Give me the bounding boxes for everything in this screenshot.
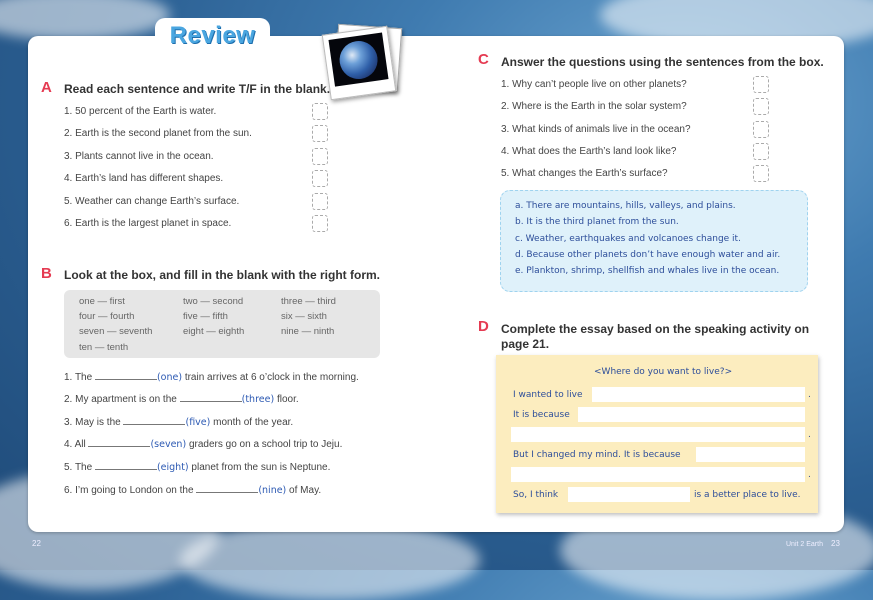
section-a-letter: A xyxy=(41,79,52,96)
answer-choice: e. Plankton, shrimp, shellfish and whales live in the ocean. xyxy=(515,266,780,276)
section-b-item: 5. The (eight) planet from the sun is Neptune. xyxy=(64,462,331,473)
section-b-item: 2. My apartment is on the (three) floor. xyxy=(64,394,299,405)
answer-choice: c. Weather, earthquakes and volcanoes change it. xyxy=(515,234,741,244)
ordinal-pair: eight — eighth xyxy=(183,326,245,337)
section-a-item: 4. Earth’s land has different shapes. xyxy=(64,173,224,184)
section-c-item: 3. What kinds of animals live in the ocean? xyxy=(501,124,691,135)
section-a-item: 2. Earth is the second planet from the sun. xyxy=(64,128,252,139)
section-a-item: 1. 50 percent of the Earth is water. xyxy=(64,106,217,117)
answer-box-a6[interactable] xyxy=(312,215,328,232)
section-a-title: Read each sentence and write T/F in the blank. xyxy=(64,82,331,96)
section-c-letter: C xyxy=(478,51,489,68)
answer-box-a2[interactable] xyxy=(312,125,328,142)
section-b-item: 4. All (seven) graders go on a school trip to Jeju. xyxy=(64,439,343,450)
page-number-right: 23 xyxy=(831,539,840,548)
essay-period: . xyxy=(808,390,811,400)
ordinal-pair: six — sixth xyxy=(281,311,327,322)
answer-box-c2[interactable] xyxy=(753,98,769,115)
fill-blank[interactable] xyxy=(88,437,150,447)
essay-line-label: So, I think xyxy=(513,490,559,500)
essay-line-label: But I changed my mind. It is because xyxy=(513,450,681,460)
section-a-item: 6. Earth is the largest planet in space. xyxy=(64,218,232,229)
section-d-title: Complete the essay based on the speaking activity on xyxy=(501,322,810,336)
section-c-item: 5. What changes the Earth’s surface? xyxy=(501,168,668,179)
section-d-title-line2: page 21. xyxy=(501,337,550,351)
ordinal-pair: ten — tenth xyxy=(79,342,129,353)
ordinal-pair: five — fifth xyxy=(183,311,228,322)
section-b-item: 6. I’m going to London on the (nine) of May. xyxy=(64,485,322,496)
answer-box-a3[interactable] xyxy=(312,148,328,165)
essay-field-reason2-cont[interactable] xyxy=(511,467,805,482)
essay-period: . xyxy=(808,470,811,480)
answer-box-c3[interactable] xyxy=(753,121,769,138)
answer-box-c5[interactable] xyxy=(753,165,769,182)
answer-box-a5[interactable] xyxy=(312,193,328,210)
answer-box-a1[interactable] xyxy=(312,103,328,120)
essay-period: . xyxy=(808,430,811,440)
essay-field-reason2[interactable] xyxy=(696,447,805,462)
answer-box-a4[interactable] xyxy=(312,170,328,187)
section-b-item: 1. The (one) train arrives at 6 o’clock in the morning. xyxy=(64,372,359,383)
section-b-item: 3. May is the (five) month of the year. xyxy=(64,417,294,428)
section-c-item: 2. Where is the Earth in the solar system? xyxy=(501,101,687,112)
section-c-item: 1. Why can’t people live on other planets? xyxy=(501,79,687,90)
answer-choice: a. There are mountains, hills, valleys, and plains. xyxy=(515,201,736,211)
ordinal-pair: nine — ninth xyxy=(281,326,335,337)
essay-field-reason1-cont[interactable] xyxy=(511,427,805,442)
ordinal-pair: one — first xyxy=(79,296,125,307)
essay-line-label: It is because xyxy=(513,410,570,420)
answer-box-c4[interactable] xyxy=(753,143,769,160)
fill-blank[interactable] xyxy=(95,370,157,380)
section-a-item: 5. Weather can change Earth’s surface. xyxy=(64,196,240,207)
section-c-title: Answer the questions using the sentences from the box. xyxy=(501,55,824,69)
ordinal-pair: four — fourth xyxy=(79,311,135,322)
essay-field-place[interactable] xyxy=(592,387,805,402)
essay-line-label: I wanted to live xyxy=(513,390,583,400)
answer-box-c1[interactable] xyxy=(753,76,769,93)
answer-choice: d. Because other planets don’t have enough water and air. xyxy=(515,250,781,260)
ordinal-pair: three — third xyxy=(281,296,336,307)
earth-icon xyxy=(337,38,380,81)
essay-title: <Where do you want to live?> xyxy=(594,367,733,377)
ordinal-pair: seven — seventh xyxy=(79,326,153,337)
essay-line-label: is a better place to live. xyxy=(694,490,801,500)
fill-blank[interactable] xyxy=(95,460,157,470)
earth-photo xyxy=(322,26,397,101)
page-number-left: 22 xyxy=(32,539,41,548)
page-title: Review xyxy=(155,18,270,54)
section-b-title: Look at the box, and fill in the blank with the right form. xyxy=(64,268,381,282)
ordinal-pair: two — second xyxy=(183,296,244,307)
section-a-item: 3. Plants cannot live in the ocean. xyxy=(64,151,214,162)
section-d-letter: D xyxy=(478,318,489,335)
fill-blank[interactable] xyxy=(123,415,185,425)
fill-blank[interactable] xyxy=(180,392,242,402)
fill-blank[interactable] xyxy=(196,483,258,493)
essay-field-new-place[interactable] xyxy=(568,487,690,502)
section-c-item: 4. What does the Earth’s land look like? xyxy=(501,146,677,157)
essay-field-reason1[interactable] xyxy=(578,407,805,422)
unit-label: Unit 2 Earth xyxy=(786,541,823,548)
section-b-letter: B xyxy=(41,265,52,282)
answer-choice: b. It is the third planet from the sun. xyxy=(515,217,679,227)
